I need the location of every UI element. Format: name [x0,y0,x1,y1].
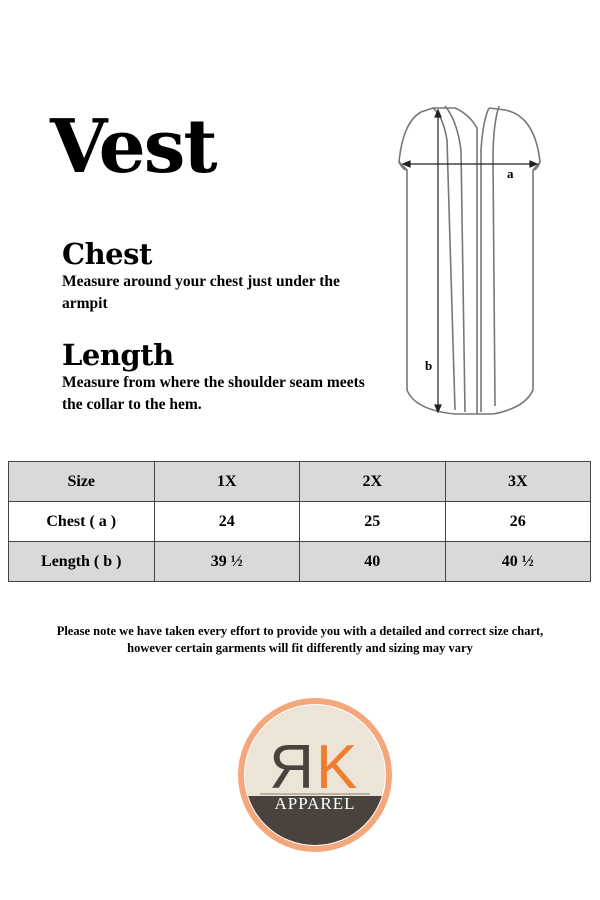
sizing-note [0,623,600,657]
vest-outline-right [477,108,540,414]
table-cell: 40 ½ [445,542,591,582]
row-label: Length ( b ) [9,542,155,582]
logo-text: APPAREL [274,794,356,813]
table-cell: 39 ½ [154,542,300,582]
chest-heading: Chest [62,237,152,271]
table-cell: 40 [300,542,446,582]
label-b: b [425,358,433,373]
size-table [8,461,591,582]
table-cell: 25 [300,502,446,542]
sizing-note-line1: Please note we have taken every effort to provide you with a detailed and correct size chart, [56,624,544,638]
header-cell: 2X [300,462,446,502]
header-cell: 3X [445,462,591,502]
row-label: Chest ( a ) [9,502,155,542]
table-cell: 26 [445,502,591,542]
logo-monogram [269,733,357,802]
vest-diagram [385,100,555,430]
length-heading: Length [62,338,174,372]
table-row [9,542,591,582]
header-cell: 1X [154,462,300,502]
label-a: a [507,166,514,181]
page-title: Vest [50,104,216,190]
rk-apparel-logo [236,696,394,854]
svg-text:K: K [316,733,358,802]
length-description: Measure from where the shoulder seam meets the collar to the hem. [62,374,365,413]
table-row [9,502,591,542]
header-cell: Size [9,462,155,502]
svg-text:R: R [269,733,314,802]
chest-description: Measure around your chest just under the armpit [62,273,340,312]
table-cell: 24 [154,502,300,542]
sizing-note-line2: however certain garments will fit differently and sizing may vary [127,641,473,655]
table-header-row [9,462,591,502]
